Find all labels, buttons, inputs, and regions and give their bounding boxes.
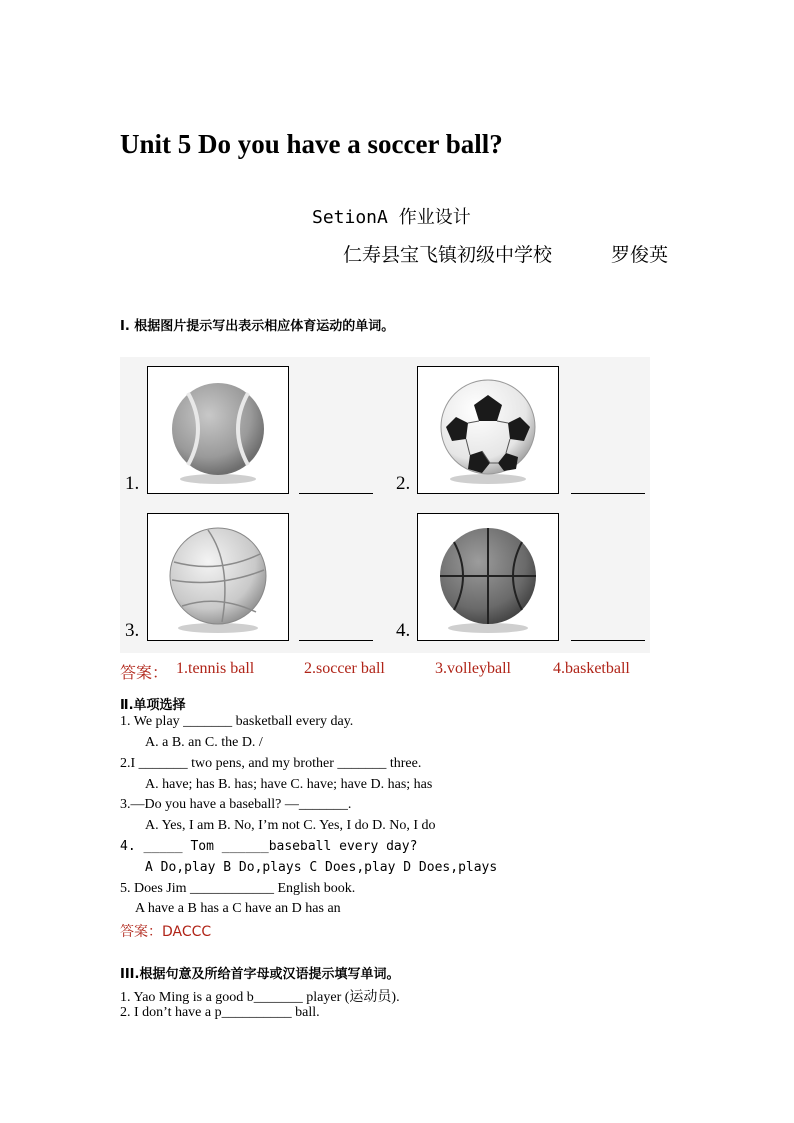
answer-blank-2[interactable] [571,493,645,494]
section-1-answer [120,660,168,683]
section-1-heading: Ⅰ. 根据图片提示写出表示相应体育运动的单词。 [120,319,395,334]
tennis-ball-icon [148,367,288,493]
basketball-icon [418,514,558,640]
item-number-3: 3. [125,620,140,641]
page-title: Unit 5 Do you have a soccer ball? [120,129,503,159]
image-frame-1 [147,366,289,494]
section-2-answer: 答案：DACCC [120,924,212,940]
question-1: 1. We play _______ basketball every day. [120,714,354,729]
answer-3: 3.volleyball [435,660,511,677]
image-frame-2 [417,366,559,494]
image-frame-4 [417,513,559,641]
school-name: 仁寿县宝飞镇初级中学校 [343,244,553,266]
answer-2: 2.soccer ball [304,660,385,677]
answer-4: 4.basketball [553,660,630,677]
image-frame-3 [147,513,289,641]
question-5-options: A have a B has a C have an D has an [135,901,341,916]
question-3: 3.—Do you have a baseball? —_______. [120,797,352,812]
fill-question-2: 2. I don’t have a p__________ ball. [120,1005,320,1020]
question-1-options: A. a B. an C. the D. / [145,735,263,750]
question-2-options: A. have; has B. has; have C. have; have D. has; has [145,777,433,792]
question-4: 4. _____ Tom ______baseball every day? [120,839,418,854]
question-3-options: A. Yes, I am B. No, I’m not C. Yes, I do D. No, I do [145,818,436,833]
author-name: 罗俊英 [611,244,669,266]
question-5: 5. Does Jim ____________ English book. [120,881,356,896]
volleyball-icon [148,514,288,640]
answer-blank-1[interactable] [299,493,373,494]
item-number-2: 2. [396,473,411,494]
answer-label: 答案： [120,663,169,682]
section-2-heading: Ⅱ.单项选择 [120,698,186,713]
answer-1: 1.tennis ball [176,660,255,677]
question-4-options: A Do,play B Do,plays C Does,play D Does,plays [145,860,498,875]
section-3-heading: III.根据句意及所给首字母或汉语提示填写单词。 [120,967,400,982]
question-2: 2.I _______ two pens, and my brother _______ three. [120,756,422,771]
page-subtitle: SetionA 作业设计 [312,207,471,228]
soccer-ball-icon [418,367,558,493]
fill-question-1: 1. Yao Ming is a good b_______ player (运动员). [120,990,400,1005]
answer-blank-3[interactable] [299,640,373,641]
item-number-4: 4. [396,620,411,641]
answer-blank-4[interactable] [571,640,645,641]
item-number-1: 1. [125,473,140,494]
